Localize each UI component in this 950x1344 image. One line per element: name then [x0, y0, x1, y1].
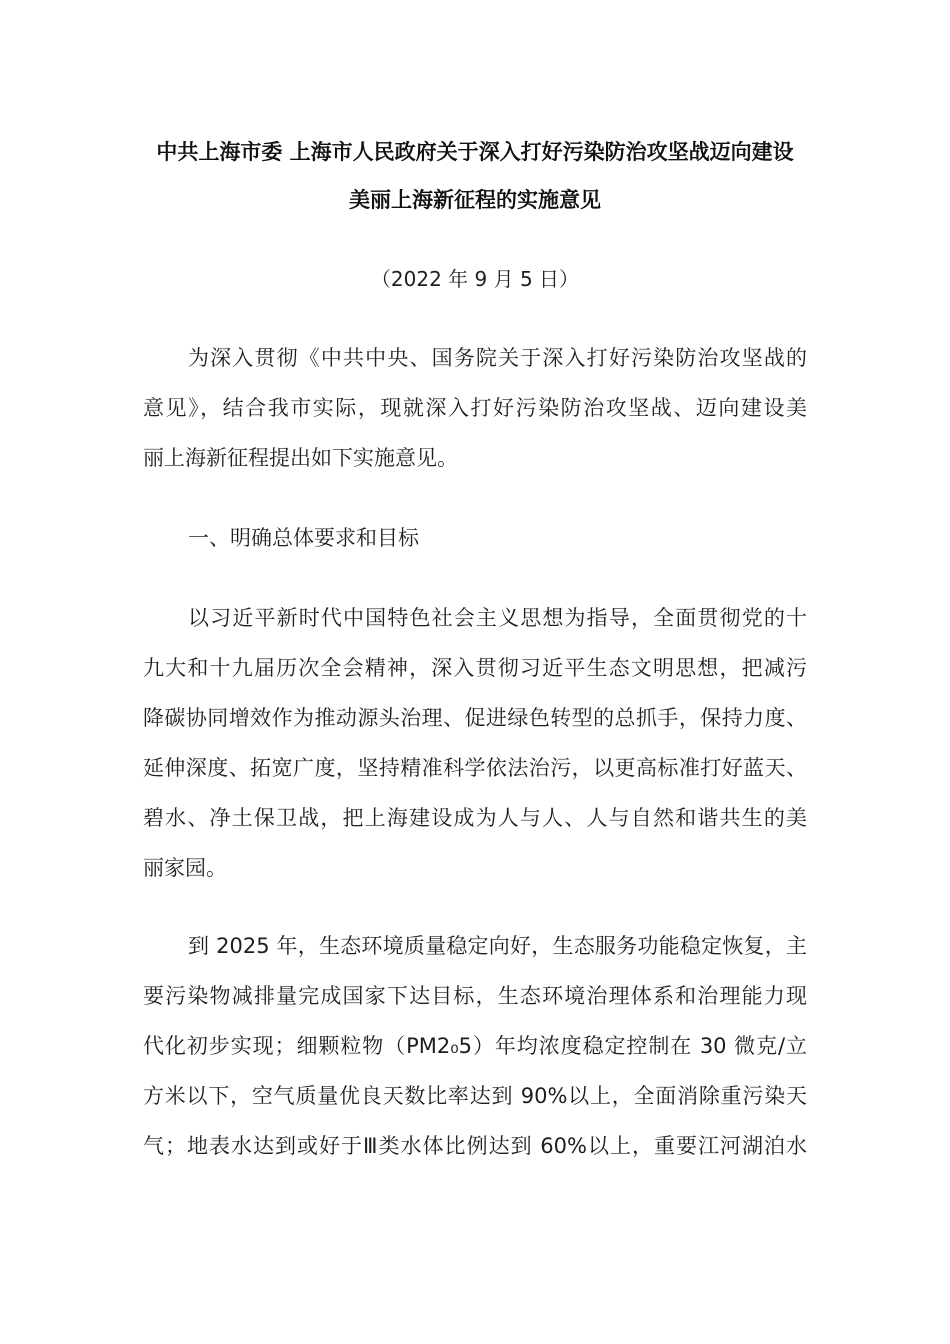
paragraph-line: 丽家园。 [143, 856, 227, 880]
body-paragraph [143, 593, 807, 893]
paragraph-line: 九大和十九届历次全会精神，深入贯彻习近平生态文明思想，把减污 [143, 656, 807, 680]
paragraph-line: 气；地表水达到或好于Ⅲ类水体比例达到 60%以上，重要江河湖泊水 [143, 1134, 807, 1158]
document-title [143, 128, 807, 224]
paragraph-line: 方米以下，空气质量优良天数比率达到 90%以上，全面消除重污染天 [143, 1084, 807, 1108]
intro-paragraph [143, 333, 807, 483]
paragraph-line: 代化初步实现；细颗粒物（PM2₀5）年均浓度稳定控制在 30 微克/立 [143, 1034, 807, 1058]
paragraph-line: 降碳协同增效作为推动源头治理、促进绿色转型的总抓手，保持力度、 [143, 706, 807, 730]
paragraph-line: 要污染物减排量完成国家下达目标，生态环境治理体系和治理能力现 [143, 984, 807, 1008]
section-heading-text: 一、明确总体要求和目标 [188, 526, 419, 550]
paragraph-line: 丽上海新征程提出如下实施意见。 [143, 446, 458, 470]
paragraph-line: 延伸深度、拓宽广度，坚持精准科学依法治污，以更高标准打好蓝天、 [143, 756, 807, 780]
paragraph-line: 碧水、净土保卫战，把上海建设成为人与人、人与自然和谐共生的美 [143, 806, 807, 830]
paragraph-line: 为深入贯彻《中共中央、国务院关于深入打好污染防治攻坚战的 [188, 346, 807, 370]
body-paragraph [143, 921, 807, 1171]
document-date: （2022 年 9 月 5 日） [370, 267, 580, 291]
paragraph-line: 以习近平新时代中国特色社会主义思想为指导，全面贯彻党的十 [188, 606, 807, 630]
title-line: 美丽上海新征程的实施意见 [349, 188, 601, 212]
paragraph-line: 意见》，结合我市实际，现就深入打好污染防治攻坚战、迈向建设美 [143, 396, 807, 420]
title-line: 中共上海市委 上海市人民政府关于深入打好污染防治攻坚战迈向建设 [156, 140, 794, 164]
paragraph-line: 到 2025 年，生态环境质量稳定向好，生态服务功能稳定恢复，主 [188, 934, 807, 958]
section-heading [143, 513, 807, 563]
